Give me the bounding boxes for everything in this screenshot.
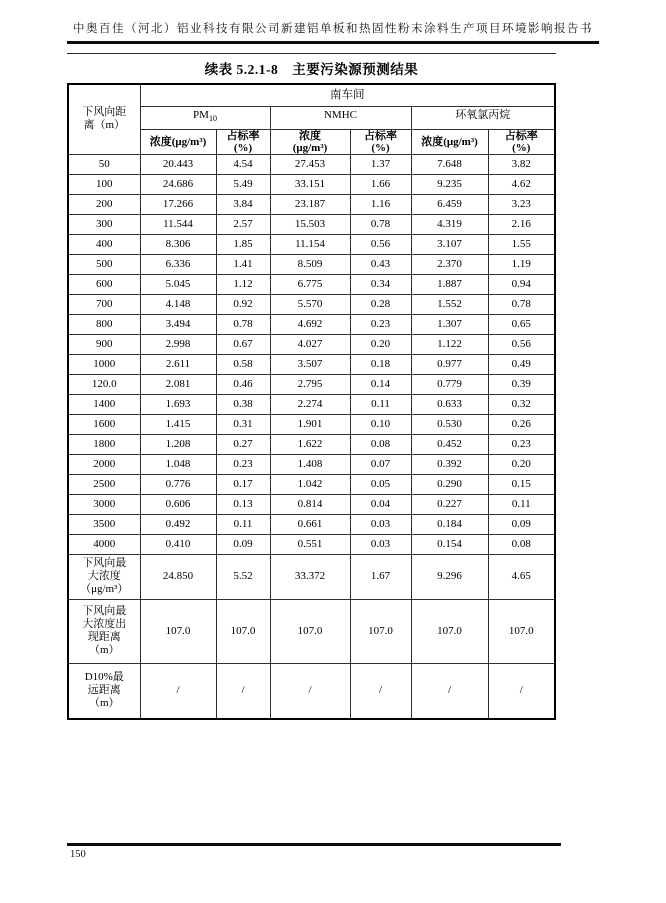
- summary-value-cell: 107.0: [140, 599, 216, 663]
- distance-cell: 2500: [68, 474, 140, 494]
- value-cell: 20.443: [140, 154, 216, 174]
- document-header-title: 中奥百佳（河北）铝业科技有限公司新建铝单板和热固性粉末涂料生产项目环境影响报告书: [73, 23, 593, 35]
- header-pm10-concentration: 浓度(μg/m³): [140, 129, 216, 154]
- table-row: [68, 314, 555, 334]
- value-cell: 0.661: [270, 514, 350, 534]
- value-cell: 3.84: [216, 194, 270, 214]
- value-cell: 4.62: [488, 174, 555, 194]
- value-cell: 0.08: [488, 534, 555, 554]
- table-row: [68, 274, 555, 294]
- value-cell: 0.606: [140, 494, 216, 514]
- distance-cell: 600: [68, 274, 140, 294]
- epichlorohydrin-label: 环氧氯丙烷: [455, 109, 511, 122]
- value-cell: 2.370: [411, 254, 488, 274]
- value-cell: 0.10: [350, 414, 411, 434]
- distance-cell: 800: [68, 314, 140, 334]
- value-cell: 1.19: [488, 254, 555, 274]
- value-cell: 0.65: [488, 314, 555, 334]
- table-row: [68, 214, 555, 234]
- header-rule-thick: [67, 41, 599, 44]
- value-cell: 4.319: [411, 214, 488, 234]
- value-cell: 4.027: [270, 334, 350, 354]
- value-cell: 1.12: [216, 274, 270, 294]
- value-cell: 0.28: [350, 294, 411, 314]
- table-row: [68, 294, 555, 314]
- value-cell: 0.08: [350, 434, 411, 454]
- table-row: [68, 334, 555, 354]
- value-cell: 0.633: [411, 394, 488, 414]
- value-cell: 3.494: [140, 314, 216, 334]
- value-cell: 6.459: [411, 194, 488, 214]
- distance-cell: 1800: [68, 434, 140, 454]
- distance-cell: 100: [68, 174, 140, 194]
- value-cell: 0.492: [140, 514, 216, 534]
- distance-cell: 1000: [68, 354, 140, 374]
- value-cell: 0.814: [270, 494, 350, 514]
- header-rule-thin: [67, 53, 556, 54]
- summary-value-cell: 24.850: [140, 554, 216, 599]
- summary-value-cell: /: [270, 663, 350, 719]
- value-cell: 1.307: [411, 314, 488, 334]
- value-cell: 0.17: [216, 474, 270, 494]
- table-row: [68, 234, 555, 254]
- header-group-pm10: [140, 106, 270, 129]
- table-row: [68, 194, 555, 214]
- value-cell: 0.56: [488, 334, 555, 354]
- value-cell: 0.78: [488, 294, 555, 314]
- summary-value-cell: 107.0: [411, 599, 488, 663]
- value-cell: 0.43: [350, 254, 411, 274]
- footer-rule: [67, 843, 561, 846]
- summary-value-cell: /: [411, 663, 488, 719]
- value-cell: 2.57: [216, 214, 270, 234]
- distance-cell: 3500: [68, 514, 140, 534]
- value-cell: 1.408: [270, 454, 350, 474]
- summary-label-cell: 下风向最 大浓度 （μg/m³）: [68, 554, 140, 599]
- value-cell: 0.154: [411, 534, 488, 554]
- distance-cell: 400: [68, 234, 140, 254]
- value-cell: 0.23: [216, 454, 270, 474]
- prediction-results-table: [67, 83, 556, 720]
- distance-cell: 300: [68, 214, 140, 234]
- header-nmhc-rate: 占标率 (%): [350, 129, 411, 154]
- table-caption: 续表 5.2.1-8 主要污染源预测结果: [204, 62, 419, 77]
- summary-value-cell: 4.65: [488, 554, 555, 599]
- value-cell: 24.686: [140, 174, 216, 194]
- pm10-label: PM: [193, 109, 209, 122]
- value-cell: 5.49: [216, 174, 270, 194]
- value-cell: 0.03: [350, 534, 411, 554]
- value-cell: 1.208: [140, 434, 216, 454]
- pm10-subscript: 10: [208, 114, 217, 124]
- value-cell: 0.05: [350, 474, 411, 494]
- summary-label-cell: 下风向最 大浓度出 现距离 （m）: [68, 599, 140, 663]
- summary-value-cell: /: [216, 663, 270, 719]
- table-row: [68, 434, 555, 454]
- distance-cell: 3000: [68, 494, 140, 514]
- value-cell: 15.503: [270, 214, 350, 234]
- value-cell: 0.09: [216, 534, 270, 554]
- value-cell: 8.509: [270, 254, 350, 274]
- summary-value-cell: /: [350, 663, 411, 719]
- table-row: [68, 394, 555, 414]
- nmhc-label: NMHC: [323, 109, 357, 122]
- value-cell: 0.184: [411, 514, 488, 534]
- distance-cell: 120.0: [68, 374, 140, 394]
- value-cell: 0.92: [216, 294, 270, 314]
- summary-value-cell: 107.0: [350, 599, 411, 663]
- value-cell: 1.16: [350, 194, 411, 214]
- value-cell: 2.611: [140, 354, 216, 374]
- table-row: [68, 354, 555, 374]
- table-body: [68, 154, 555, 719]
- value-cell: 0.227: [411, 494, 488, 514]
- value-cell: 0.09: [488, 514, 555, 534]
- value-cell: 1.122: [411, 334, 488, 354]
- value-cell: 3.23: [488, 194, 555, 214]
- value-cell: 11.154: [270, 234, 350, 254]
- value-cell: 0.11: [350, 394, 411, 414]
- value-cell: 0.20: [350, 334, 411, 354]
- value-cell: 1.66: [350, 174, 411, 194]
- value-cell: 0.15: [488, 474, 555, 494]
- value-cell: 0.14: [350, 374, 411, 394]
- header-workshop: 南车间: [140, 84, 555, 106]
- distance-cell: 2000: [68, 454, 140, 474]
- header-nmhc-concentration: 浓度 (μg/m³): [270, 129, 350, 154]
- value-cell: 0.26: [488, 414, 555, 434]
- value-cell: 0.11: [488, 494, 555, 514]
- value-cell: 1.85: [216, 234, 270, 254]
- value-cell: 0.452: [411, 434, 488, 454]
- value-cell: 3.507: [270, 354, 350, 374]
- value-cell: 1.048: [140, 454, 216, 474]
- table-row: [68, 454, 555, 474]
- header-epichlorohydrin-concentration: 浓度(μg/m³): [411, 129, 488, 154]
- value-cell: 3.107: [411, 234, 488, 254]
- value-cell: 6.336: [140, 254, 216, 274]
- distance-cell: 4000: [68, 534, 140, 554]
- value-cell: 0.11: [216, 514, 270, 534]
- value-cell: 7.648: [411, 154, 488, 174]
- value-cell: 0.38: [216, 394, 270, 414]
- value-cell: 1.552: [411, 294, 488, 314]
- value-cell: 0.977: [411, 354, 488, 374]
- value-cell: 11.544: [140, 214, 216, 234]
- header-epichlorohydrin-rate: 占标率 (%): [488, 129, 555, 154]
- distance-cell: 200: [68, 194, 140, 214]
- value-cell: 5.045: [140, 274, 216, 294]
- header-pm10-rate: 占标率 (%): [216, 129, 270, 154]
- value-cell: 2.16: [488, 214, 555, 234]
- value-cell: 8.306: [140, 234, 216, 254]
- distance-cell: 50: [68, 154, 140, 174]
- value-cell: 5.570: [270, 294, 350, 314]
- value-cell: 0.78: [350, 214, 411, 234]
- value-cell: 1.622: [270, 434, 350, 454]
- value-cell: 0.39: [488, 374, 555, 394]
- value-cell: 0.67: [216, 334, 270, 354]
- summary-value-cell: 107.0: [216, 599, 270, 663]
- table-row: [68, 174, 555, 194]
- summary-value-cell: 1.67: [350, 554, 411, 599]
- value-cell: 6.775: [270, 274, 350, 294]
- value-cell: 33.151: [270, 174, 350, 194]
- summary-row: [68, 599, 555, 663]
- value-cell: 0.31: [216, 414, 270, 434]
- value-cell: 23.187: [270, 194, 350, 214]
- value-cell: 0.23: [488, 434, 555, 454]
- summary-value-cell: 107.0: [270, 599, 350, 663]
- distance-cell: 1600: [68, 414, 140, 434]
- value-cell: 2.998: [140, 334, 216, 354]
- value-cell: 0.20: [488, 454, 555, 474]
- table-row: [68, 534, 555, 554]
- value-cell: 1.415: [140, 414, 216, 434]
- summary-value-cell: 33.372: [270, 554, 350, 599]
- value-cell: 0.392: [411, 454, 488, 474]
- value-cell: 0.07: [350, 454, 411, 474]
- value-cell: 0.46: [216, 374, 270, 394]
- summary-value-cell: 107.0: [488, 599, 555, 663]
- value-cell: 1.887: [411, 274, 488, 294]
- page-number: 150: [70, 849, 86, 860]
- table-header: [68, 84, 555, 154]
- table-row: [68, 474, 555, 494]
- value-cell: 1.41: [216, 254, 270, 274]
- value-cell: 1.901: [270, 414, 350, 434]
- table-row: [68, 514, 555, 534]
- value-cell: 0.290: [411, 474, 488, 494]
- value-cell: 0.27: [216, 434, 270, 454]
- value-cell: 1.55: [488, 234, 555, 254]
- table-row: [68, 414, 555, 434]
- distance-cell: 500: [68, 254, 140, 274]
- distance-cell: 1400: [68, 394, 140, 414]
- summary-row: [68, 663, 555, 719]
- value-cell: 0.32: [488, 394, 555, 414]
- distance-cell: 900: [68, 334, 140, 354]
- table-row: [68, 154, 555, 174]
- header-group-nmhc: [270, 106, 411, 129]
- value-cell: 0.530: [411, 414, 488, 434]
- value-cell: 1.693: [140, 394, 216, 414]
- value-cell: 0.34: [350, 274, 411, 294]
- table-row: [68, 374, 555, 394]
- value-cell: 1.37: [350, 154, 411, 174]
- value-cell: 0.410: [140, 534, 216, 554]
- summary-value-cell: 5.52: [216, 554, 270, 599]
- table-row: [68, 494, 555, 514]
- value-cell: 0.776: [140, 474, 216, 494]
- value-cell: 0.779: [411, 374, 488, 394]
- table-row: [68, 254, 555, 274]
- value-cell: 3.82: [488, 154, 555, 174]
- value-cell: 0.49: [488, 354, 555, 374]
- value-cell: 17.266: [140, 194, 216, 214]
- value-cell: 0.18: [350, 354, 411, 374]
- summary-value-cell: /: [488, 663, 555, 719]
- value-cell: 0.551: [270, 534, 350, 554]
- value-cell: 0.13: [216, 494, 270, 514]
- value-cell: 0.94: [488, 274, 555, 294]
- summary-value-cell: 9.296: [411, 554, 488, 599]
- value-cell: 0.56: [350, 234, 411, 254]
- value-cell: 0.04: [350, 494, 411, 514]
- value-cell: 2.081: [140, 374, 216, 394]
- value-cell: 0.58: [216, 354, 270, 374]
- value-cell: 4.148: [140, 294, 216, 314]
- value-cell: 2.795: [270, 374, 350, 394]
- header-group-epichlorohydrin: [411, 106, 555, 129]
- value-cell: 0.03: [350, 514, 411, 534]
- value-cell: 1.042: [270, 474, 350, 494]
- value-cell: 9.235: [411, 174, 488, 194]
- value-cell: 2.274: [270, 394, 350, 414]
- value-cell: 4.54: [216, 154, 270, 174]
- value-cell: 4.692: [270, 314, 350, 334]
- summary-value-cell: /: [140, 663, 216, 719]
- value-cell: 0.78: [216, 314, 270, 334]
- header-distance: [68, 84, 140, 154]
- summary-row: [68, 554, 555, 599]
- header-distance-line1: 下风向距: [82, 106, 127, 119]
- value-cell: 27.453: [270, 154, 350, 174]
- summary-label-cell: D10%最 远距离 （m）: [68, 663, 140, 719]
- header-distance-line2: 离（m）: [83, 119, 126, 132]
- distance-cell: 700: [68, 294, 140, 314]
- value-cell: 0.23: [350, 314, 411, 334]
